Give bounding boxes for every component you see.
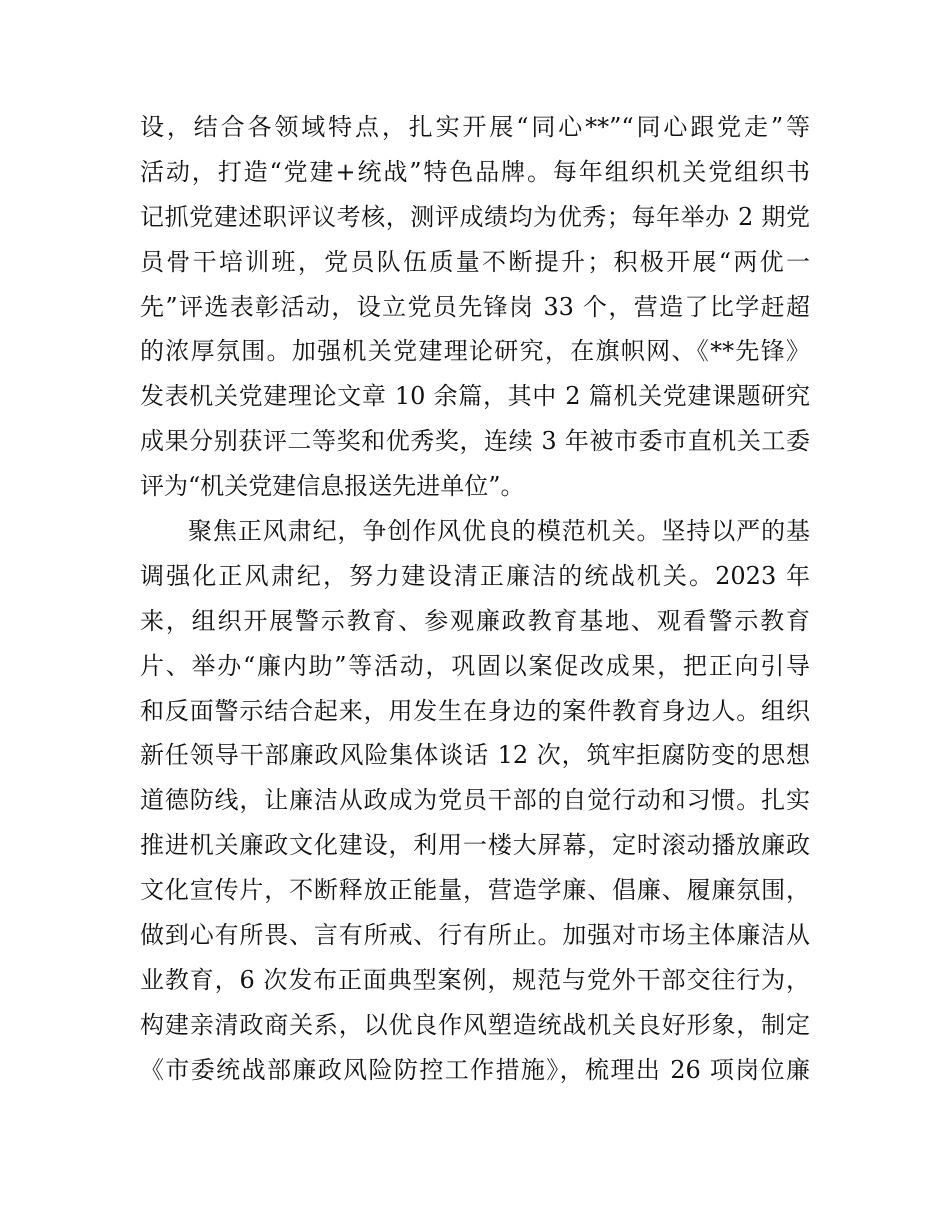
text-line: 新任领导干部廉政风险集体谈话 12 次，筑牢拒腐防变的思想 (140, 741, 810, 770)
text-line: 和反面警示结合起来，用发生在身边的案件教育身边人。组织 (140, 696, 810, 725)
text-line: 构建亲清政商关系，以优良作风塑造统战机关良好形象，制定 (140, 1010, 810, 1039)
paragraph-clean-governance (140, 509, 810, 1093)
text-line: 调强化正风肃纪，努力建设清正廉洁的统战机关。2023 年 (140, 561, 810, 590)
text-line: 先”评选表彰活动，设立党员先锋岗 33 个，营造了比学赶超 (140, 292, 810, 321)
text-line: 来，组织开展警示教育、参观廉政教育基地、观看警示教育 (140, 606, 810, 635)
text-line: 记抓党建述职评议考核，测评成绩均为优秀；每年举办 2 期党 (140, 202, 810, 231)
text-line: 活动，打造“党建+统战”特色品牌。每年组织机关党组织书 (140, 157, 810, 186)
text-line: 推进机关廉政文化建设，利用一楼大屏幕，定时滚动播放廉政 (140, 831, 810, 860)
text-line: 的浓厚氛围。加强机关党建理论研究，在旗帜网、《**先锋》 (140, 337, 810, 366)
text-line: 道德防线，让廉洁从政成为党员干部的自觉行动和习惯。扎实 (140, 786, 810, 815)
text-line: 《市委统战部廉政风险防控工作措施》，梳理出 26 项岗位廉 (140, 1055, 810, 1084)
text-line: 员骨干培训班，党员队伍质量不断提升；积极开展“两优一 (140, 247, 810, 276)
text-line: 评为“机关党建信息报送先进单位”。 (140, 472, 525, 501)
text-line: 业教育，6 次发布正面典型案例，规范与党外干部交往行为， (140, 965, 810, 994)
text-line: 成果分别获评二等奖和优秀奖，连续 3 年被市委市直机关工委 (140, 427, 810, 456)
text-line: 片、举办“廉内助”等活动，巩固以案促改成果，把正向引导 (140, 651, 810, 680)
text-line: 发表机关党建理论文章 10 余篇，其中 2 篇机关党建课题研究 (140, 382, 810, 411)
text-line: 设，结合各领域特点，扎实开展“同心**”“同心跟党走”等 (140, 113, 810, 141)
paragraph-party-building (140, 105, 810, 509)
text-line: 文化宣传片，不断释放正能量，营造学廉、倡廉、履廉氛围， (140, 876, 810, 905)
text-line: 聚焦正风肃纪，争创作风优良的模范机关。坚持以严的基 (188, 517, 810, 545)
text-line: 做到心有所畏、言有所戒、行有所止。加强对市场主体廉洁从 (140, 921, 810, 950)
